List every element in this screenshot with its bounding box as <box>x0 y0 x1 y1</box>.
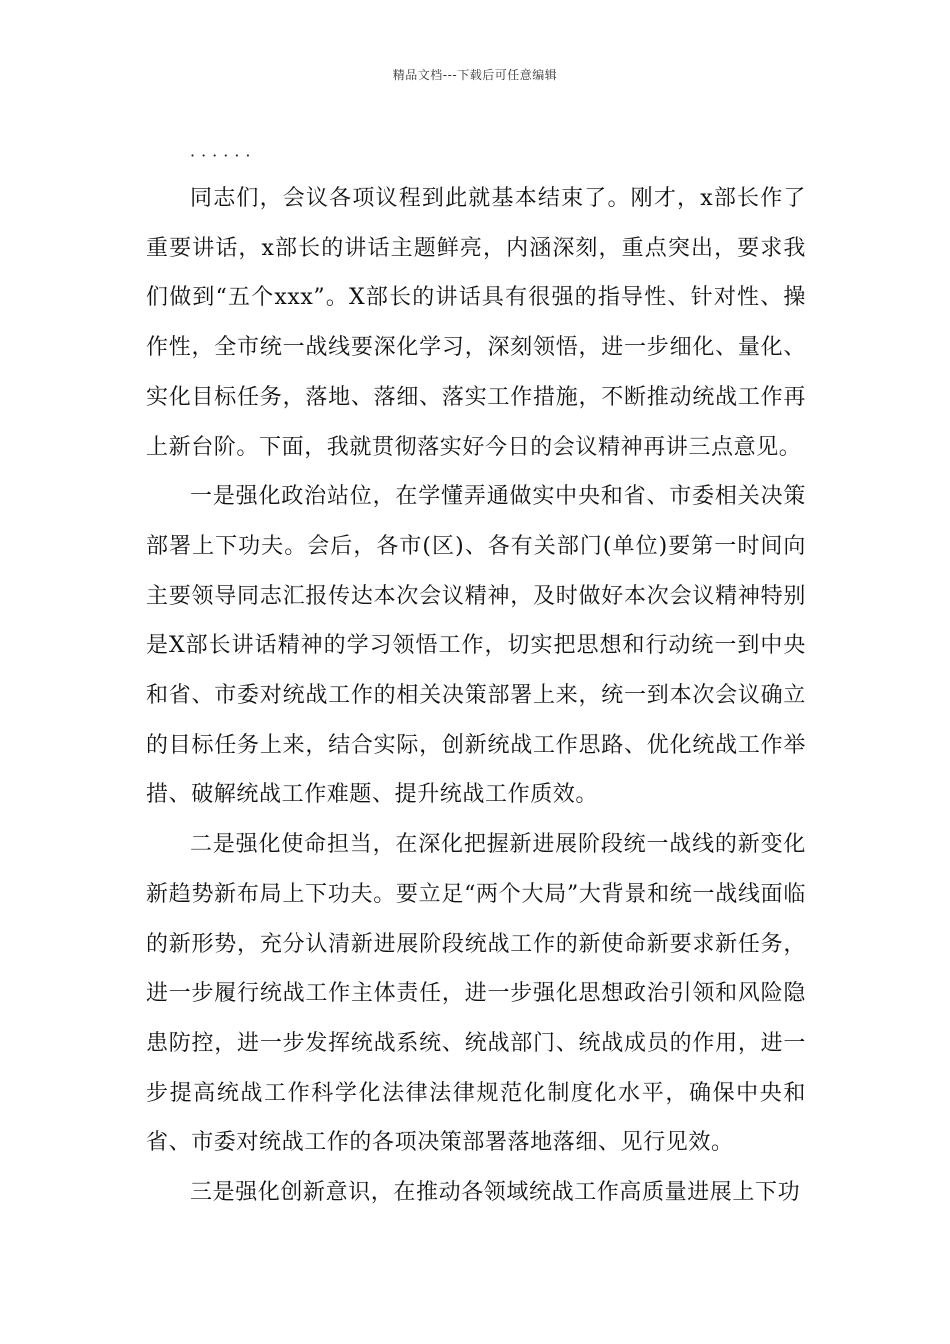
paragraph-closing-remarks: 同志们，会议各项议程到此就基本结束了。刚才，x部长作了重要讲话，x部长的讲话主题鲜亮，内涵深刻，重点突出，要求我们做到“五个xxx”。X部长的讲话具有很强的指导性、针对性、操作性，全市统一战线要深化学习，深刻领悟，进一步细化、量化、实化目标任务，落地、落细、落实工作措施，不断推动统战工作再上新台阶。下面，我就贯彻落实好今日的会议精神再讲三点意见。 <box>146 186 806 460</box>
ellipsis-marker: ······ <box>190 146 257 165</box>
paragraph-point-two: 二是强化使命担当，在深化把握新进展阶段统一战线的新变化新趋势新布局上下功夫。要立足“两个大局”大背景和统一战线面临的新形势，充分认清新进展阶段统战工作的新使命新要求新任务，进一步履行统战工作主体责任，进一步强化思想政治引领和风险隐患防控，进一步发挥统战系统、统战部门、统战成员的作用，进一步提高统战工作科学化法律法律规范化制度化水平，确保中央和省、市委对统战工作的各项决策部署落地落细、见行见效。 <box>146 832 806 1156</box>
document-body <box>146 148 806 1218</box>
paragraph-point-three: 三是强化创新意识，在推动各领域统战工作高质量进展上下功 <box>190 1180 801 1206</box>
page-header: 精品文档---下载后可任意编辑 <box>392 68 558 82</box>
paragraph-point-one: 一是强化政治站位，在学懂弄通做实中央和省、市委相关决策部署上下功夫。会后，各市(区)、各有关部门(单位)要第一时间向主要领导同志汇报传达本次会议精神，及时做好本次会议精神特别是X部长讲话精神的学习领悟工作，切实把思想和行动统一到中央和省、市委对统战工作的相关决策部署上来，统一到本次会议确立的目标任务上来，结合实际，创新统战工作思路、优化统战工作举措、破解统战工作难题、提升统战工作质效。 <box>146 484 806 808</box>
